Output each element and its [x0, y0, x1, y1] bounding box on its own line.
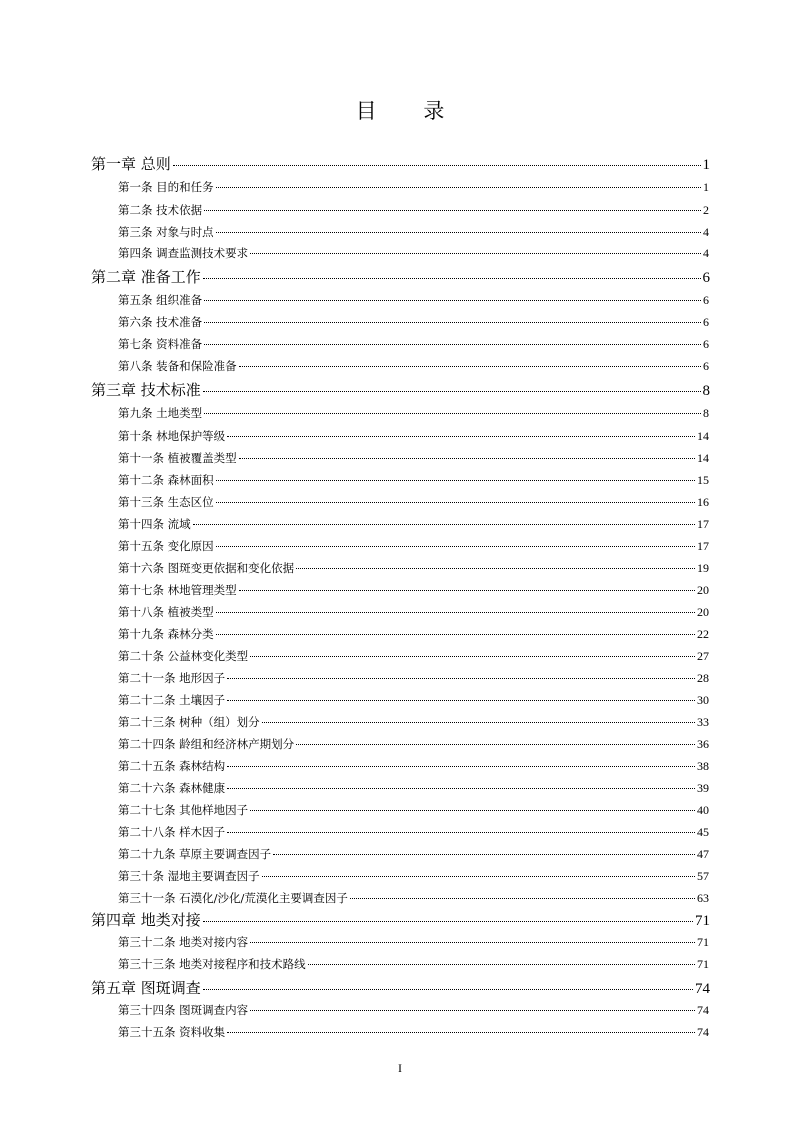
toc-article-entry[interactable] — [0, 313, 800, 331]
dot-leader — [203, 278, 701, 279]
dot-leader — [227, 766, 695, 767]
toc-entry-page-number: 14 — [697, 451, 709, 465]
toc-article-entry[interactable] — [0, 625, 800, 643]
toc-entry-label: 第三十二条 地类对接内容 — [118, 935, 249, 949]
toc-entry-label: 第一条 目的和任务 — [118, 180, 214, 194]
toc-article-entry[interactable] — [0, 244, 800, 262]
toc-article-entry[interactable] — [0, 223, 800, 241]
toc-article-entry[interactable] — [0, 471, 800, 489]
dot-leader — [216, 502, 695, 503]
dot-leader — [227, 700, 695, 701]
toc-entry-label: 第二十六条 森林健康 — [118, 781, 226, 795]
dot-leader — [239, 366, 701, 367]
dot-leader — [227, 436, 695, 437]
toc-entry-label: 第十五条 变化原因 — [118, 539, 214, 553]
dot-leader — [216, 480, 695, 481]
toc-chapter-entry[interactable] — [0, 977, 800, 999]
toc-entry-page-number: 8 — [702, 383, 710, 399]
toc-article-entry[interactable] — [0, 537, 800, 555]
toc-article-entry[interactable] — [0, 669, 800, 687]
dot-leader — [216, 187, 701, 188]
toc-entry-label: 第三十五条 资料收集 — [118, 1025, 226, 1039]
toc-entry-page-number: 74 — [697, 1003, 709, 1017]
toc-entry-label: 第三十一条 石漠化/沙化/荒漠化主要调查因子 — [118, 891, 348, 905]
toc-entry-page-number: 63 — [697, 891, 709, 905]
dot-leader — [250, 942, 695, 943]
toc-entry-label: 第十一条 植被覆盖类型 — [118, 451, 237, 465]
toc-entry-page-number: 20 — [697, 583, 709, 597]
toc-article-entry[interactable] — [0, 801, 800, 819]
dot-leader — [350, 898, 695, 899]
toc-article-entry[interactable] — [0, 691, 800, 709]
toc-entry-label: 第二十一条 地形因子 — [118, 671, 226, 685]
toc-entry-label: 第二十八条 样木因子 — [118, 825, 226, 839]
toc-chapter-entry[interactable] — [0, 379, 800, 401]
toc-chapter-entry[interactable] — [0, 266, 800, 288]
toc-article-entry[interactable] — [0, 291, 800, 309]
dot-leader — [308, 964, 695, 965]
toc-entry-page-number: 40 — [697, 803, 709, 817]
dot-leader — [250, 656, 695, 657]
toc-entry-label: 第十八条 植被类型 — [118, 605, 214, 619]
toc-entry-label: 第十七条 林地管理类型 — [118, 583, 237, 597]
toc-entry-page-number: 39 — [697, 781, 709, 795]
dot-leader — [262, 722, 695, 723]
toc-article-entry[interactable] — [0, 515, 800, 533]
toc-entry-page-number: 8 — [703, 406, 709, 420]
toc-entry-page-number: 71 — [697, 935, 709, 949]
toc-entry-page-number: 6 — [703, 315, 709, 329]
toc-entry-page-number: 6 — [703, 293, 709, 307]
toc-entry-page-number: 1 — [703, 180, 709, 194]
toc-article-entry[interactable] — [0, 404, 800, 422]
toc-entry-page-number: 14 — [697, 429, 709, 443]
toc-entry-page-number: 4 — [703, 246, 709, 260]
toc-entry-label: 第三十条 湿地主要调查因子 — [118, 869, 260, 883]
toc-article-entry[interactable] — [0, 493, 800, 511]
toc-article-entry[interactable] — [0, 201, 800, 219]
toc-article-entry[interactable] — [0, 178, 800, 196]
toc-entry-label: 第五条 组织准备 — [118, 293, 203, 307]
toc-entry-page-number: 16 — [697, 495, 709, 509]
dot-leader — [204, 210, 701, 211]
dot-leader — [239, 458, 695, 459]
dot-leader — [250, 810, 695, 811]
toc-article-entry[interactable] — [0, 427, 800, 445]
toc-entry-page-number: 36 — [697, 737, 709, 751]
dot-leader — [203, 921, 693, 922]
toc-entry-page-number: 28 — [697, 671, 709, 685]
toc-entry-page-number: 71 — [697, 957, 709, 971]
toc-entry-page-number: 30 — [697, 693, 709, 707]
toc-entry-page-number: 74 — [697, 1025, 709, 1039]
toc-entry-label: 第十条 林地保护等级 — [118, 429, 226, 443]
toc-article-entry[interactable] — [0, 1023, 800, 1041]
toc-entry-page-number: 33 — [697, 715, 709, 729]
toc-chapter-entry[interactable] — [0, 909, 800, 931]
toc-article-entry[interactable] — [0, 845, 800, 863]
toc-article-entry[interactable] — [0, 867, 800, 885]
toc-entry-page-number: 38 — [697, 759, 709, 773]
dot-leader — [204, 322, 701, 323]
toc-article-entry[interactable] — [0, 713, 800, 731]
toc-entry-label: 第三章 技术标准 — [91, 381, 201, 399]
toc-entry-page-number: 22 — [697, 627, 709, 641]
toc-entry-label: 第四章 地类对接 — [91, 911, 201, 929]
toc-article-entry[interactable] — [0, 647, 800, 665]
toc-article-entry[interactable] — [0, 335, 800, 353]
toc-chapter-entry[interactable] — [0, 153, 800, 175]
toc-entry-page-number: 20 — [697, 605, 709, 619]
toc-entry-label: 第三十四条 图斑调查内容 — [118, 1003, 249, 1017]
dot-leader — [216, 634, 695, 635]
toc-entry-label: 第二十四条 龄组和经济林产期划分 — [118, 737, 295, 751]
dot-leader — [204, 300, 701, 301]
toc-entry-page-number: 45 — [697, 825, 709, 839]
dot-leader — [203, 989, 693, 990]
toc-entry-page-number: 57 — [697, 869, 709, 883]
dot-leader — [203, 391, 701, 392]
toc-entry-page-number: 4 — [703, 225, 709, 239]
toc-entry-label: 第十四条 流域 — [118, 517, 191, 531]
toc-entry-label: 第九条 土地类型 — [118, 406, 203, 420]
toc-entry-page-number: 6 — [702, 270, 710, 286]
toc-article-entry[interactable] — [0, 889, 800, 907]
toc-entry-label: 第三条 对象与时点 — [118, 225, 214, 239]
toc-entry-label: 第四条 调查监测技术要求 — [118, 246, 249, 260]
toc-article-entry[interactable] — [0, 823, 800, 841]
toc-entry-label: 第十九条 森林分类 — [118, 627, 214, 641]
toc-entry-page-number: 19 — [697, 561, 709, 575]
toc-entry-page-number: 6 — [703, 359, 709, 373]
toc-entry-label: 第五章 图斑调查 — [91, 979, 201, 997]
dot-leader — [296, 744, 695, 745]
toc-article-entry[interactable] — [0, 757, 800, 775]
dot-leader — [173, 165, 701, 166]
toc-entry-page-number: 17 — [697, 539, 709, 553]
page-title: 目 录 — [355, 99, 465, 123]
toc-entry-label: 第二十二条 土壤因子 — [118, 693, 226, 707]
dot-leader — [227, 678, 695, 679]
page-number: I — [398, 1061, 402, 1075]
toc-entry-label: 第二条 技术依据 — [118, 203, 203, 217]
dot-leader — [216, 612, 695, 613]
dot-leader — [296, 568, 695, 569]
toc-entry-page-number: 2 — [703, 203, 709, 217]
toc-entry-label: 第二十七条 其他样地因子 — [118, 803, 249, 817]
toc-entry-label: 第二十九条 草原主要调查因子 — [118, 847, 272, 861]
toc-article-entry[interactable] — [0, 779, 800, 797]
toc-entry-label: 第七条 资料准备 — [118, 337, 203, 351]
dot-leader — [250, 1010, 695, 1011]
dot-leader — [250, 253, 701, 254]
toc-entry-label: 第十三条 生态区位 — [118, 495, 214, 509]
toc-article-entry[interactable] — [0, 559, 800, 577]
toc-article-entry[interactable] — [0, 933, 800, 951]
toc-entry-label: 第十六条 图斑变更依据和变化依据 — [118, 561, 295, 575]
toc-entry-page-number: 27 — [697, 649, 709, 663]
toc-entry-page-number: 15 — [697, 473, 709, 487]
dot-leader — [216, 232, 701, 233]
dot-leader — [204, 413, 701, 414]
dot-leader — [273, 854, 695, 855]
toc-entry-label: 第三十三条 地类对接程序和技术路线 — [118, 957, 306, 971]
dot-leader — [227, 1032, 695, 1033]
toc-article-entry[interactable] — [0, 1001, 800, 1019]
dot-leader — [262, 876, 695, 877]
toc-entry-label: 第八条 装备和保险准备 — [118, 359, 237, 373]
dot-leader — [193, 524, 695, 525]
toc-entry-label: 第一章 总则 — [91, 155, 171, 173]
dot-leader — [239, 590, 695, 591]
dot-leader — [216, 546, 695, 547]
toc-entry-label: 第二十三条 树种（组）划分 — [118, 715, 260, 729]
toc-article-entry[interactable] — [0, 581, 800, 599]
toc-entry-page-number: 1 — [702, 157, 710, 173]
dot-leader — [227, 788, 695, 789]
toc-entry-page-number: 17 — [697, 517, 709, 531]
toc-article-entry[interactable] — [0, 357, 800, 375]
toc-entry-page-number: 71 — [695, 913, 710, 929]
dot-leader — [204, 344, 701, 345]
toc-entry-label: 第十二条 森林面积 — [118, 473, 214, 487]
toc-article-entry[interactable] — [0, 603, 800, 621]
toc-entry-page-number: 6 — [703, 337, 709, 351]
toc-entry-page-number: 47 — [697, 847, 709, 861]
toc-entry-page-number: 74 — [695, 981, 710, 997]
toc-article-entry[interactable] — [0, 955, 800, 973]
toc-entry-label: 第二十条 公益林变化类型 — [118, 649, 249, 663]
toc-entry-label: 第二章 准备工作 — [91, 268, 201, 286]
toc-entry-label: 第二十五条 森林结构 — [118, 759, 226, 773]
toc-article-entry[interactable] — [0, 735, 800, 753]
toc-article-entry[interactable] — [0, 449, 800, 467]
toc-entry-label: 第六条 技术准备 — [118, 315, 203, 329]
dot-leader — [227, 832, 695, 833]
